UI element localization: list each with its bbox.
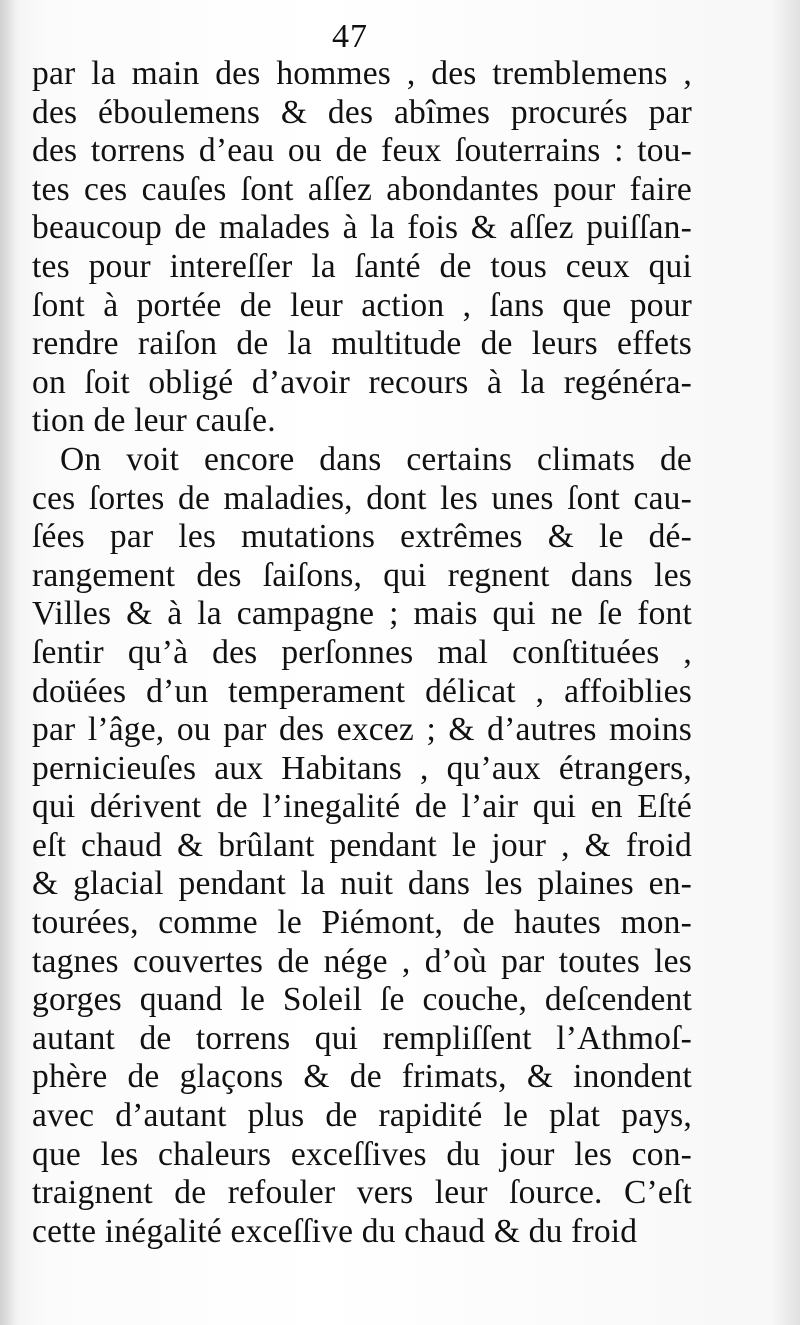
gutter-shadow [0, 0, 18, 1325]
text-line: On voit encore dans certains climats de [60, 440, 692, 478]
text-line: ſentir qu’à des perſonnes mal conſtituées , [32, 633, 692, 671]
text-line: par la main des hommes , des tremblemens , [32, 55, 692, 92]
text-line: doüées d’un temperament délicat , affoiblies [32, 672, 692, 710]
text-line: tion de leur cauſe. [32, 402, 276, 440]
text-line: on ſoit obligé d’avoir recours à la regénéra- [32, 363, 692, 401]
page-edge-shadow [772, 0, 800, 1325]
text-line: tes ces cauſes ſont aſſez abondantes pour faire [32, 170, 692, 208]
text-line: traignent de refouler vers leur ſource. C’eſt [32, 1174, 692, 1212]
text-line: tagnes couvertes de nége , d’où par toutes les [32, 942, 692, 980]
text-line: tes pour intereſſer la ſanté de tous ceux qui [32, 247, 692, 285]
text-line: ces ſortes de maladies, dont les unes ſont cau- [32, 479, 692, 517]
text-line: que les chaleurs exceſſives du jour les con- [32, 1135, 692, 1173]
page-number: 47 [332, 18, 368, 55]
text-line: cette inégalité exceſſive du chaud & du froid [32, 1212, 638, 1250]
text-line: par l’âge, ou par des excez ; & d’autres moins [32, 711, 692, 749]
body-text [32, 55, 692, 1251]
text-line: beaucoup de malades à la fois & aſſez puiſſan- [32, 209, 692, 247]
text-line: ſées par les mutations extrêmes & le dé- [32, 518, 692, 556]
text-line: autant de torrens qui rempliſſent l’Athmoſ- [32, 1019, 692, 1057]
text-line: eſt chaud & brûlant pendant le jour , & froid [32, 826, 692, 864]
text-line: rangement des ſaiſons, qui regnent dans les [32, 556, 692, 594]
text-line: ſont à portée de leur action , ſans que pour [32, 286, 692, 324]
text-line: qui dérivent de l’inegalité de l’air qui en Eſté [32, 788, 692, 826]
text-line: & glacial pendant la nuit dans les plaines en- [32, 865, 692, 903]
text-line: pernicieuſes aux Habitans , qu’aux étrangers, [32, 749, 692, 787]
text-line: des torrens d’eau ou de feux ſouterrains : tou- [32, 132, 692, 170]
text-line: phère de glaçons & de frimats, & inondent [32, 1058, 692, 1096]
text-line: rendre raiſon de la multitude de leurs effets [32, 325, 692, 363]
text-line: gorges quand le Soleil ſe couche, deſcendent [32, 981, 692, 1019]
text-line: Villes & à la campagne ; mais qui ne ſe font [32, 595, 692, 633]
text-line: avec d’autant plus de rapidité le plat pays, [32, 1097, 692, 1135]
text-line: tourées, comme le Piémont, de hautes mon- [32, 904, 692, 942]
text-line: des éboulemens & des abîmes procurés par [32, 93, 692, 131]
